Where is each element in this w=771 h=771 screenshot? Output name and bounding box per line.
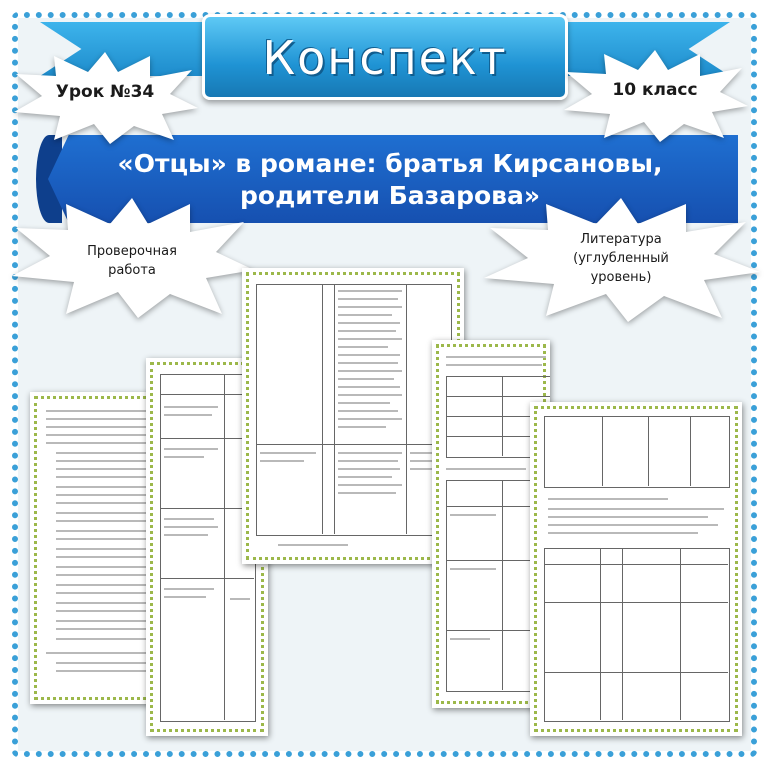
grade-label: 10 класс bbox=[612, 80, 698, 100]
test-badge-line-2: работа bbox=[108, 263, 156, 278]
page-thumbnail-5 bbox=[530, 402, 742, 736]
page-thumbnail-3 bbox=[242, 268, 464, 564]
test-badge-label bbox=[48, 242, 216, 280]
lesson-title-line-2: родители Базарова» bbox=[240, 181, 540, 210]
title-banner bbox=[202, 14, 568, 100]
lesson-number: Урок №34 bbox=[55, 82, 155, 102]
test-badge-line-1: Проверочная bbox=[87, 244, 177, 259]
subject-badge-line-3: уровень) bbox=[590, 270, 652, 285]
banner-title: Конспект bbox=[262, 31, 508, 85]
subject-badge-line-2: (углубленный bbox=[573, 251, 669, 266]
subject-badge-label bbox=[540, 230, 702, 287]
lesson-title-line-1: «Отцы» в романе: братья Кирсановы, bbox=[117, 149, 663, 178]
subject-badge-line-1: Литература bbox=[580, 232, 662, 247]
